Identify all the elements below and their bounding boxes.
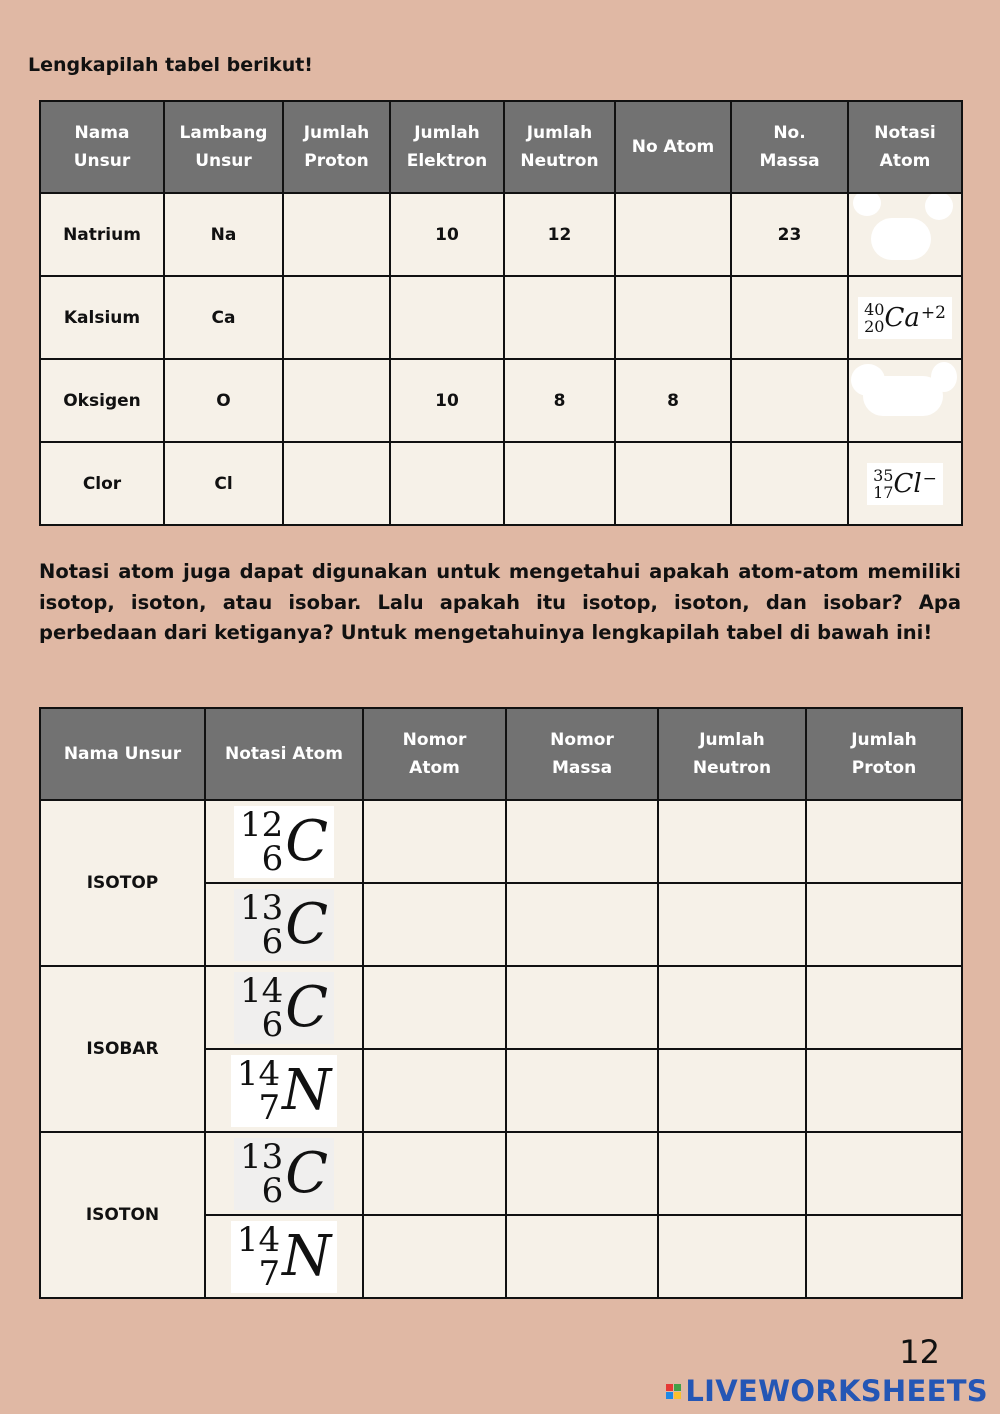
nomor-massa-answer-field[interactable] <box>506 1132 658 1215</box>
header-no-massa: No. Massa <box>731 101 848 193</box>
logo-square <box>666 1392 673 1399</box>
notasi-cell <box>205 1132 363 1215</box>
jumlah-proton-answer-field[interactable] <box>806 883 962 966</box>
nomor-atom-answer-field[interactable] <box>363 1215 506 1298</box>
massa-answer-field[interactable] <box>731 276 848 359</box>
jumlah-neutron-answer-field[interactable] <box>658 800 806 883</box>
proton-answer-field[interactable] <box>283 359 390 442</box>
notasi-cell <box>205 800 363 883</box>
element-name: Clor <box>40 442 164 525</box>
table-row <box>40 193 962 276</box>
neutron-answer-field[interactable] <box>504 442 615 525</box>
neutron-value: 8 <box>504 359 615 442</box>
group-label-isotop: ISOTOP <box>40 800 205 966</box>
nuclide-notation-ca: 40 20 Ca +2 <box>858 297 952 339</box>
nomor-massa-answer-field[interactable] <box>506 883 658 966</box>
nuclide-notation-c12: 12 6 C <box>234 806 334 878</box>
nomor-atom-answer-field[interactable] <box>363 800 506 883</box>
nomor-atom-answer-field[interactable] <box>363 1132 506 1215</box>
liveworksheets-logo[interactable] <box>666 1374 988 1408</box>
proton-answer-field[interactable] <box>283 276 390 359</box>
elektron-answer-field[interactable] <box>390 442 504 525</box>
notasi-cell <box>205 883 363 966</box>
header-nomor-massa: Nomor Massa <box>506 708 658 800</box>
jumlah-proton-answer-field[interactable] <box>806 1215 962 1298</box>
isotop-isobar-isoton-table <box>39 707 963 1299</box>
header-lambang-unsur: Lambang Unsur <box>164 101 283 193</box>
explanation-paragraph: Notasi atom juga dapat digunakan untuk mengetahui apakah atom-atom memiliki isotop, isoton, atau isobar. Lalu apakah itu isotop, isoton, dan isobar? Apa perbedaan dari ketiganya? Untuk mengetahuinya lengkapilah tabel di bawah ini! <box>39 560 961 644</box>
header-no-atom: No Atom <box>615 101 731 193</box>
jumlah-proton-answer-field[interactable] <box>806 800 962 883</box>
notasi-cell <box>205 966 363 1049</box>
element-symbol: Na <box>164 193 283 276</box>
nuclide-notation-n14: 14 7 N <box>231 1221 337 1293</box>
table-row <box>40 966 962 1049</box>
jumlah-proton-answer-field[interactable] <box>806 1049 962 1132</box>
answer-blob <box>853 193 881 216</box>
header-nama-unsur: Nama Unsur <box>40 101 164 193</box>
jumlah-neutron-answer-field[interactable] <box>658 966 806 1049</box>
no-atom-value: 8 <box>615 359 731 442</box>
table-header-row <box>40 708 962 800</box>
atom-table <box>39 100 963 526</box>
table-row <box>40 800 962 883</box>
notasi-cell <box>848 276 962 359</box>
nomor-massa-answer-field[interactable] <box>506 966 658 1049</box>
jumlah-neutron-answer-field[interactable] <box>658 1049 806 1132</box>
logo-square <box>666 1384 673 1391</box>
table-row <box>40 359 962 442</box>
no-atom-answer-field[interactable] <box>615 193 731 276</box>
jumlah-neutron-answer-field[interactable] <box>658 883 806 966</box>
elektron-value: 10 <box>390 193 504 276</box>
notasi-cell <box>205 1049 363 1132</box>
liveworksheets-icon <box>666 1384 681 1399</box>
table-header-row <box>40 101 962 193</box>
answer-blob <box>871 218 931 260</box>
elektron-answer-field[interactable] <box>390 276 504 359</box>
page-number: 12 <box>899 1333 940 1371</box>
brand-text: LIVEWORKSHEETS <box>685 1374 988 1408</box>
massa-answer-field[interactable] <box>731 442 848 525</box>
jumlah-proton-answer-field[interactable] <box>806 966 962 1049</box>
jumlah-neutron-answer-field[interactable] <box>658 1132 806 1215</box>
logo-square <box>674 1392 681 1399</box>
answer-blob <box>925 193 953 220</box>
logo-square <box>674 1384 681 1391</box>
nomor-atom-answer-field[interactable] <box>363 1049 506 1132</box>
header-notasi-atom: Notasi Atom <box>848 101 962 193</box>
group-label-isobar: ISOBAR <box>40 966 205 1132</box>
nomor-massa-answer-field[interactable] <box>506 1049 658 1132</box>
notasi-answer-field[interactable] <box>848 359 962 442</box>
massa-value: 23 <box>731 193 848 276</box>
notasi-cell <box>205 1215 363 1298</box>
element-symbol: Ca <box>164 276 283 359</box>
notasi-answer-field[interactable] <box>848 193 962 276</box>
nuclide-notation-n14: 14 7 N <box>231 1055 337 1127</box>
notasi-cell <box>848 442 962 525</box>
answer-blob <box>863 376 943 416</box>
nuclide-notation-c14: 14 6 C <box>234 972 334 1044</box>
header-jumlah-neutron: Jumlah Neutron <box>504 101 615 193</box>
nomor-massa-answer-field[interactable] <box>506 1215 658 1298</box>
proton-answer-field[interactable] <box>283 442 390 525</box>
nomor-massa-answer-field[interactable] <box>506 800 658 883</box>
nuclide-notation-c13: 13 6 C <box>234 889 334 961</box>
header-jumlah-proton: Jumlah Proton <box>806 708 962 800</box>
header-nama-unsur: Nama Unsur <box>40 708 205 800</box>
massa-answer-field[interactable] <box>731 359 848 442</box>
no-atom-answer-field[interactable] <box>615 276 731 359</box>
nuclide-notation-cl: 35 17 Cl − <box>867 463 943 505</box>
element-name: Kalsium <box>40 276 164 359</box>
jumlah-proton-answer-field[interactable] <box>806 1132 962 1215</box>
table-row <box>40 276 962 359</box>
element-name: Oksigen <box>40 359 164 442</box>
header-nomor-atom: Nomor Atom <box>363 708 506 800</box>
element-name: Natrium <box>40 193 164 276</box>
nomor-atom-answer-field[interactable] <box>363 966 506 1049</box>
jumlah-neutron-answer-field[interactable] <box>658 1215 806 1298</box>
header-jumlah-neutron: Jumlah Neutron <box>658 708 806 800</box>
header-jumlah-elektron: Jumlah Elektron <box>390 101 504 193</box>
instruction-heading: Lengkapilah tabel berikut! <box>28 54 313 76</box>
no-atom-answer-field[interactable] <box>615 442 731 525</box>
element-symbol: O <box>164 359 283 442</box>
header-jumlah-proton: Jumlah Proton <box>283 101 390 193</box>
table-row <box>40 442 962 525</box>
neutron-answer-field[interactable] <box>504 276 615 359</box>
group-label-isoton: ISOTON <box>40 1132 205 1298</box>
nomor-atom-answer-field[interactable] <box>363 883 506 966</box>
proton-answer-field[interactable] <box>283 193 390 276</box>
elektron-value: 10 <box>390 359 504 442</box>
nuclide-notation-c13: 13 6 C <box>234 1138 334 1210</box>
neutron-value: 12 <box>504 193 615 276</box>
table-row <box>40 1132 962 1215</box>
element-symbol: Cl <box>164 442 283 525</box>
header-notasi-atom: Notasi Atom <box>205 708 363 800</box>
